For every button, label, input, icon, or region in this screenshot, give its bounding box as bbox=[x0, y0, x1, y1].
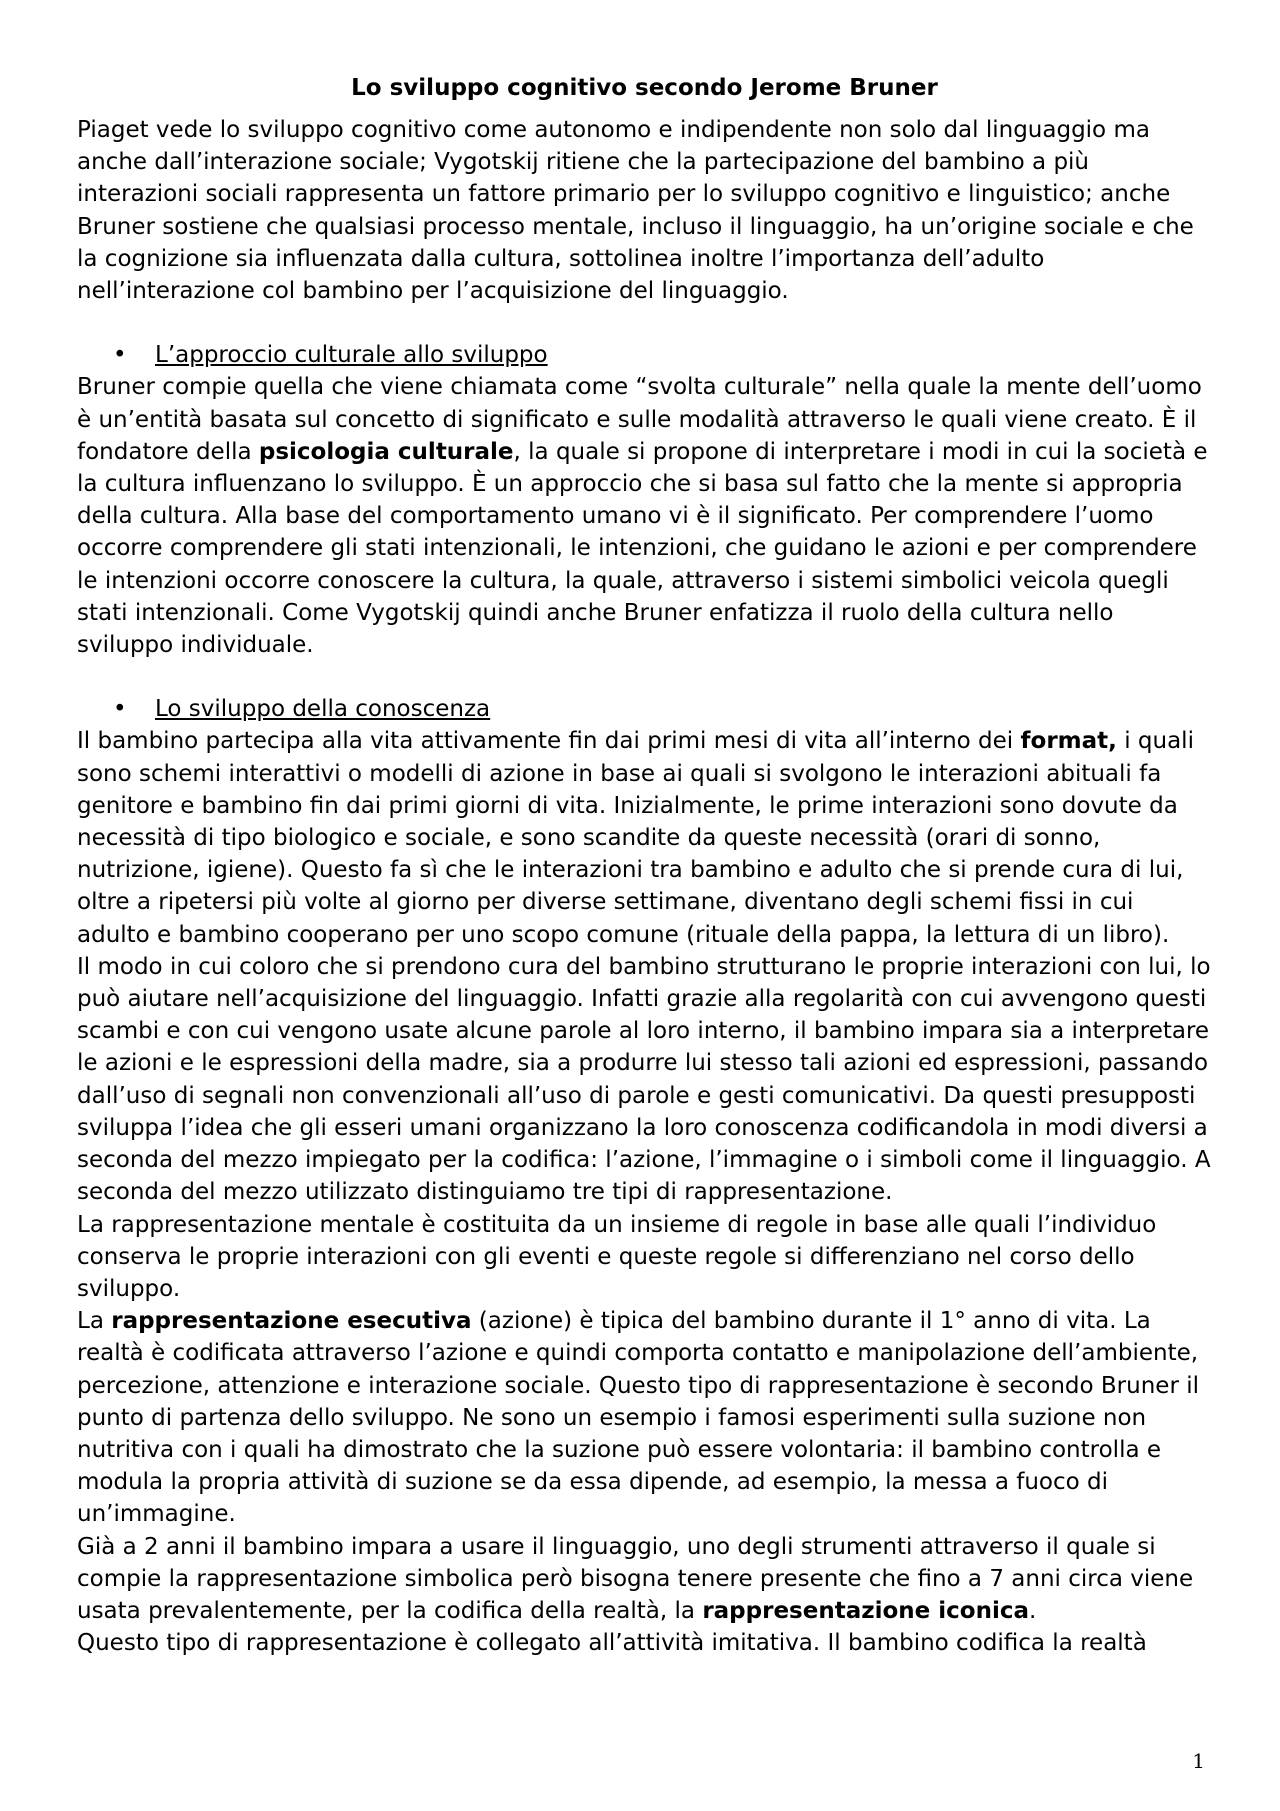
bullet-icon: • bbox=[113, 696, 127, 723]
iconic-representation-paragraph: Già a 2 anni il bambino impara a usare il linguaggio, uno degli strumenti attraverso il quale si compie la rappresentazione simbolica però bisogna tenere presente che fino a 7 anni circa viene usata prevalentemente, per la codifica della realtà, la rappresentazione iconica. bbox=[77, 1533, 1194, 1624]
section-heading-text: L’approccio culturale allo sviluppo bbox=[155, 342, 548, 369]
language-acquisition-paragraph: Il modo in cui coloro che si prendono cura del bambino strutturano le proprie interazioni con lui, lo può aiutare nell’acquisizione del linguaggio. Infatti grazie alla regolarità con cui avvengono questi scambi e con cui vengono usate alcune parole al loro interno, il bambino impara sia a interpretare le azioni e le espressioni della madre, sia a produrre lui stesso tali azioni ed espressioni, passando dall’uso di segnali non convenzionali all’uso di parole e gesti comunicativi. Da questi presupposti sviluppa l’idea che gli esseri umani organizzano la loro conoscenza codificandola in modi diversi a seconda del mezzo impiegato per la codifica: l’azione, l’immagine o i simboli come il linguaggio. A seconda del mezzo utilizzato distinguiamo tre tipi di rappresentazione. bbox=[77, 953, 1211, 1206]
spacer bbox=[77, 661, 1212, 693]
format-paragraph: Il bambino partecipa alla vita attivamente fin dai primi mesi di vita all’interno dei format, i quali sono schemi interattivi o modelli di azione in base ai quali si svolgono le interazioni abituali fa genitore e bambino fin dai primi giorni di vita. Inizialmente, le prime interazioni sono dovute da necessità di tipo biologico e sociale, e sono scandite da queste necessità (orari di sonno, nutrizione, igiene). Questo fa sì che le interazioni tra bambino e adulto che si prende cura di lui, oltre a ripetersi più volte al giorno per diverse settimane, diventano degli schemi fissi in cui adulto e bambino cooperano per uno scopo comune (rituale della pappa, la lettura di un libro). bbox=[77, 728, 1194, 948]
bold-term: rappresentazione iconica bbox=[702, 1597, 1030, 1624]
page-content bbox=[77, 72, 1212, 1659]
imitation-paragraph: Questo tipo di rappresentazione è collegato all’attività imitativa. Il bambino codifica la realtà bbox=[77, 1630, 1147, 1657]
bold-term: rappresentazione esecutiva bbox=[111, 1308, 472, 1335]
intro-paragraph: Piaget vede lo sviluppo cognitivo come autonomo e indipendente non solo dal linguaggio ma anche dall’interazione sociale; Vygotskij ritiene che la partecipazione del bambino a più interazioni sociali rappresenta un fattore primario per lo sviluppo cognitivo e linguistico; anche Bruner sostiene che qualsiasi processo mentale, incluso il linguaggio, ha un’origine sociale e che la cognizione sia influenzata dalla cultura, sottolinea inoltre l’importanza dell’adulto nell’interazione col bambino per l’acquisizione del linguaggio. bbox=[77, 117, 1194, 305]
page-number: 1 bbox=[1192, 1749, 1205, 1773]
spacer bbox=[77, 307, 1212, 339]
cultural-approach-paragraph: Bruner compie quella che viene chiamata come “svolta culturale” nella quale la mente dell’uomo è un’entità basata sul concetto di significato e sulle modalità attraverso le quali viene creato. È il fondatore della psicologia culturale, la quale si propone di interpretare i modi in cui la società e la cultura influenzano lo sviluppo. È un approccio che si basa sul fatto che la mente si appropria della cultura. Alla base del comportamento umano vi è il significato. Per comprendere l’uomo occorre comprendere gli stati intenzionali, le intenzioni, che guidano le azioni e per comprendere le intenzioni occorre conoscere la cultura, la quale, attraverso i sistemi simbolici veicola quegli stati intenzionali. Come Vygotskij quindi anche Bruner enfatizza il ruolo della cultura nello sviluppo individuale. bbox=[77, 374, 1208, 659]
bold-term: format, bbox=[1020, 728, 1117, 755]
document-title: Lo sviluppo cognitivo secondo Jerome Bruner bbox=[351, 75, 938, 101]
section-heading-knowledge-development bbox=[77, 693, 1212, 725]
mental-representation-paragraph: La rappresentazione mentale è costituita da un insieme di regole in base alle quali l’individuo conserva le proprie interazioni con gli eventi e queste regole si differenziano nel corso dello sviluppo. bbox=[77, 1211, 1157, 1302]
executive-representation-paragraph: La rappresentazione esecutiva (azione) è tipica del bambino durante il 1° anno di vita. La realtà è codificata attraverso l’azione e quindi comporta contatto e manipolazione dell’ambiente, percezione, attenzione e interazione sociale. Questo tipo di rappresentazione è secondo Bruner il punto di partenza dello sviluppo. Ne sono un esempio i famosi esperimenti sulla suzione non nutritiva con i quali ha dimostrato che la suzione può essere volontaria: il bambino controlla e modula la propria attività di suzione se da essa dipende, ad esempio, la messa a fuoco di un’immagine. bbox=[77, 1308, 1199, 1528]
bold-term: psicologia culturale bbox=[258, 438, 514, 465]
section-heading-cultural-approach bbox=[77, 339, 1212, 371]
bullet-icon: • bbox=[113, 342, 127, 369]
section-heading-text: Lo sviluppo della conoscenza bbox=[155, 696, 491, 723]
